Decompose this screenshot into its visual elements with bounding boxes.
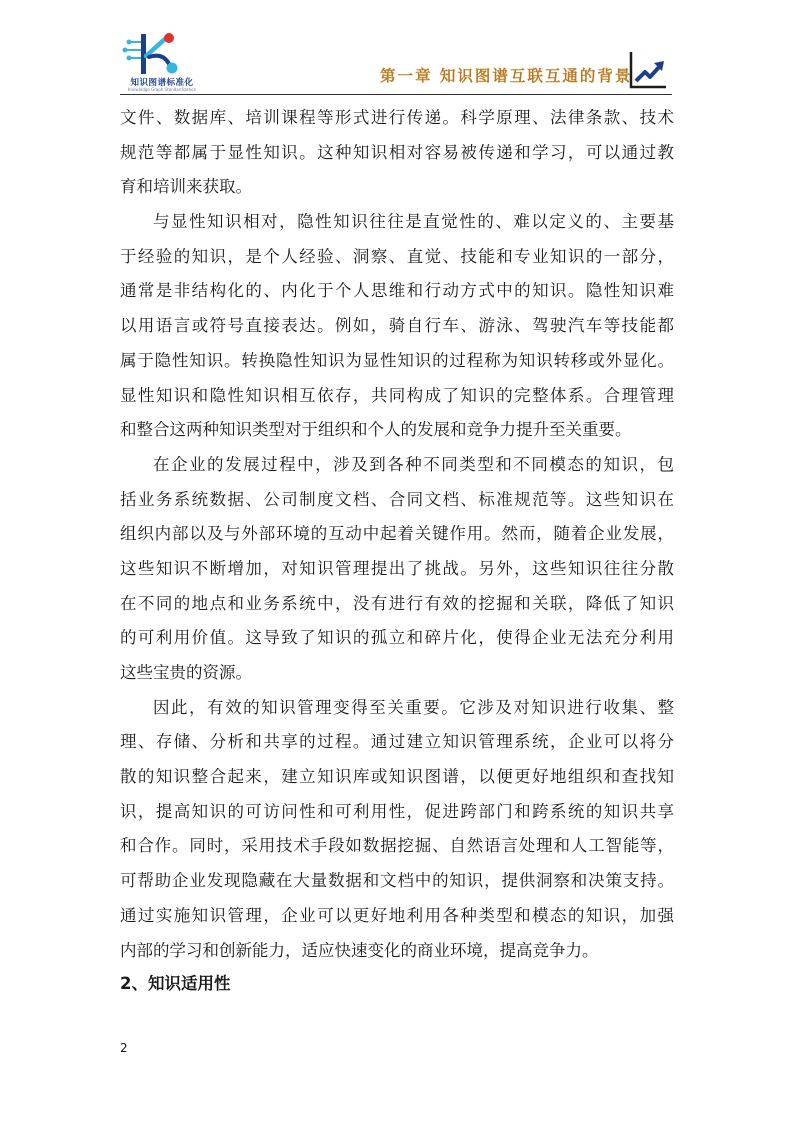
paragraph-line: 可帮助企业发现隐藏在大量数据和文档中的知识，提供洞察和决策支持。 bbox=[120, 871, 674, 891]
header-divider bbox=[120, 94, 672, 95]
paragraph-line: 散的知识整合起来，建立知识库或知识图谱，以便更好地组织和查找知 bbox=[120, 767, 674, 787]
paragraph bbox=[120, 205, 674, 448]
paragraph-line: 通过实施知识管理，企业可以更好地利用各种类型和模态的知识，加强 bbox=[120, 905, 674, 925]
page-number: 2 bbox=[120, 1041, 128, 1055]
paragraph bbox=[120, 691, 674, 969]
paragraph-line: 识，提高知识的可访问性和可利用性，促进跨部门和跨系统的知识共享 bbox=[120, 801, 674, 821]
trend-up-chart-icon bbox=[628, 50, 668, 90]
paragraph-line: 内部的学习和创新能力，适应快速变化的商业环境，提高竞争力。 bbox=[120, 940, 599, 960]
knowledge-graph-logo bbox=[114, 30, 210, 92]
paragraph-line: 和整合这两种知识类型对于组织和个人的发展和竞争力提升至关重要。 bbox=[120, 420, 632, 440]
paragraph-line: 以用语言或符号直接表达。例如，骑自行车、游泳、驾驶汽车等技能都 bbox=[120, 316, 674, 336]
paragraph-line: 组织内部以及与外部环境的互动中起着关键作用。然而，随着企业发展， bbox=[120, 524, 674, 544]
paragraph-line: 在企业的发展过程中，涉及到各种不同类型和不同模态的知识，包 bbox=[153, 454, 674, 474]
paragraph bbox=[120, 101, 674, 205]
section-heading: 2、知识适用性 bbox=[120, 974, 231, 993]
paragraph-line: 通常是非结构化的、内化于个人思维和行动方式中的知识。隐性知识难 bbox=[120, 281, 674, 301]
paragraph bbox=[120, 448, 674, 691]
paragraph-line: 与显性知识相对，隐性知识往往是直觉性的、难以定义的、主要基 bbox=[153, 212, 674, 232]
paragraph-line: 理、存储、分析和共享的过程。通过建立知识管理系统，企业可以将分 bbox=[120, 732, 674, 752]
paragraph-line: 于经验的知识，是个人经验、洞察、直觉、技能和专业知识的一部分， bbox=[120, 246, 674, 266]
paragraph-line: 这些知识不断增加，对知识管理提出了挑战。另外，这些知识往往分散 bbox=[120, 558, 674, 578]
paragraph-line: 在不同的地点和业务系统中，没有进行有效的挖掘和关联，降低了知识 bbox=[120, 593, 674, 613]
paragraph-line: 和合作。同时，采用技术手段如数据挖掘、自然语言处理和人工智能等， bbox=[120, 836, 674, 856]
paragraph-line: 育和培训来获取。 bbox=[120, 177, 252, 197]
paragraph-line: 的可利用价值。这导致了知识的孤立和碎片化，使得企业无法充分利用 bbox=[120, 628, 674, 648]
paragraph-line: 因此，有效的知识管理变得至关重要。它涉及对知识进行收集、整 bbox=[153, 697, 674, 717]
chapter-title: 第一章 知识图谱互联互通的背景 bbox=[380, 67, 633, 85]
logo-subtext: Knowledge Graph Standardization bbox=[127, 87, 197, 92]
paragraph-line: 显性知识和隐性知识相互依存，共同构成了知识的完整体系。合理管理 bbox=[120, 385, 674, 405]
logo-mark-icon bbox=[114, 30, 210, 76]
paragraph-line: 文件、数据库、培训课程等形式进行传递。科学原理、法律条款、技术 bbox=[120, 108, 674, 127]
paragraph-line: 这些宝贵的资源。 bbox=[120, 663, 252, 682]
paragraph-line: 规范等都属于显性知识。这种知识相对容易被传递和学习，可以通过教 bbox=[120, 142, 674, 162]
paragraph-line: 括业务系统数据、公司制度文档、合同文档、标准规范等。这些知识在 bbox=[120, 489, 674, 509]
body-text bbox=[120, 101, 674, 968]
logo-text: 知识图谱标准化 bbox=[130, 78, 194, 88]
paragraph-line: 属于隐性知识。转换隐性知识为显性知识的过程称为知识转移或外显化。 bbox=[120, 350, 674, 370]
